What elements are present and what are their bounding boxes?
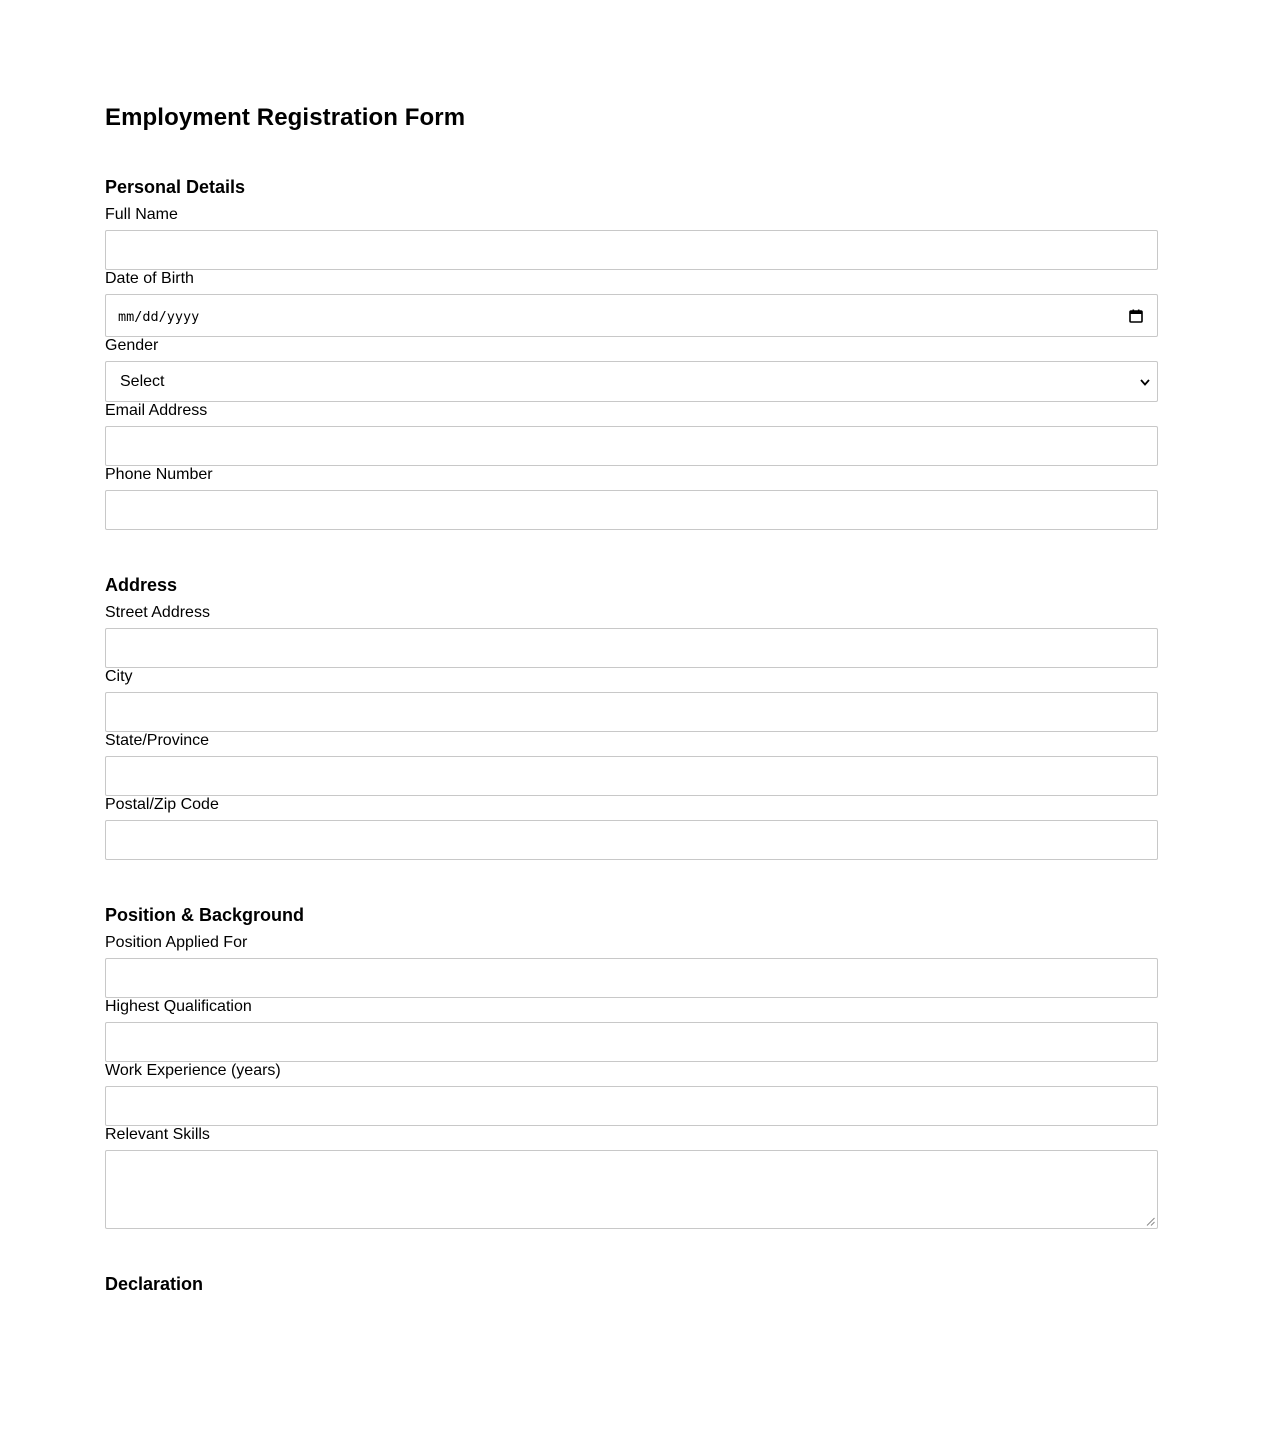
city-label: City [105, 668, 133, 685]
city-input[interactable] [105, 692, 1158, 732]
position-applied-for-label: Position Applied For [105, 934, 248, 951]
relevant-skills-label: Relevant Skills [105, 1126, 210, 1143]
gender-selected-value: Select [120, 372, 165, 390]
full-name-input[interactable] [105, 230, 1158, 270]
postal-zip-code-label: Postal/Zip Code [105, 796, 219, 813]
section-position-background-heading: Position & Background [105, 905, 305, 925]
section-declaration-heading: Declaration [105, 1274, 204, 1294]
phone-number-input[interactable] [105, 490, 1158, 530]
work-experience-input[interactable] [105, 1086, 1158, 1126]
state-province-input[interactable] [105, 756, 1158, 796]
email-address-label: Email Address [105, 402, 208, 419]
position-applied-for-input[interactable] [105, 958, 1158, 998]
date-of-birth-placeholder: mm/dd/yyyy [118, 308, 200, 325]
page-title: Employment Registration Form [105, 104, 466, 131]
email-address-input[interactable] [105, 426, 1158, 466]
relevant-skills-textarea[interactable] [105, 1150, 1158, 1229]
section-address-heading: Address [105, 575, 178, 595]
street-address-label: Street Address [105, 604, 210, 621]
highest-qualification-label: Highest Qualification [105, 998, 252, 1015]
resize-handle-icon[interactable] [1146, 1217, 1155, 1226]
date-of-birth-input[interactable] [105, 294, 1158, 337]
highest-qualification-input[interactable] [105, 1022, 1158, 1062]
full-name-label: Full Name [105, 206, 178, 223]
street-address-input[interactable] [105, 628, 1158, 668]
gender-label: Gender [105, 337, 159, 354]
chevron-down-icon [1139, 376, 1151, 388]
state-province-label: State/Province [105, 732, 210, 749]
date-of-birth-label: Date of Birth [105, 270, 194, 287]
section-personal-details-heading: Personal Details [105, 177, 246, 197]
work-experience-label: Work Experience (years) [105, 1062, 281, 1079]
phone-number-label: Phone Number [105, 466, 213, 483]
postal-zip-code-input[interactable] [105, 820, 1158, 860]
gender-select[interactable] [105, 361, 1158, 402]
calendar-icon[interactable] [1129, 309, 1143, 323]
